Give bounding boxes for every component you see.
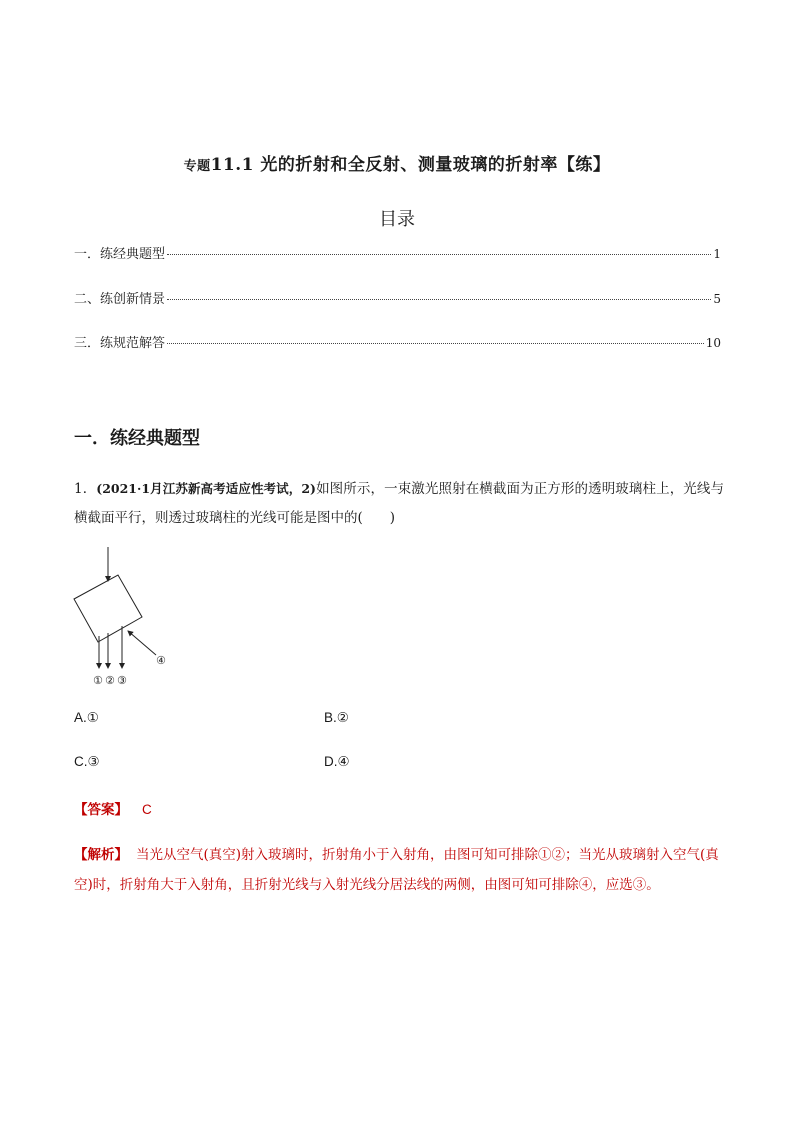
toc-dot-leader <box>167 343 704 344</box>
analysis-tag: 【解析】 <box>74 847 128 863</box>
option-a[interactable] <box>74 710 99 726</box>
toc-item-label: 一．练经典题型 <box>74 247 166 262</box>
option-value: ③ <box>87 754 100 769</box>
toc-item[interactable] <box>74 288 721 308</box>
option-label: C. <box>74 754 88 769</box>
toc-item-page: 5 <box>713 292 721 306</box>
question-text: 如图所示，一束激光照射在横截面为正方形的透明玻璃柱上，光线与横截面平行，则透过玻璃柱的光线可能是图中的( ) <box>74 481 725 526</box>
figure-label-2: ② <box>105 674 115 687</box>
glass-prism-figure <box>66 545 186 690</box>
figure-label-1: ① <box>93 674 103 687</box>
option-label: A. <box>74 710 87 725</box>
option-d[interactable] <box>324 754 350 770</box>
question-number: 1． <box>74 481 97 497</box>
toc-item[interactable] <box>74 243 721 263</box>
ray-4 <box>128 631 156 655</box>
page-title <box>0 150 794 175</box>
toc-item-page: 10 <box>705 336 721 350</box>
answer-tag: 【答案】 <box>74 802 128 818</box>
question-source: (2021·1月江苏新高考适应性考试，2) <box>96 481 316 496</box>
analysis-block <box>74 840 724 900</box>
option-value: ② <box>336 710 349 725</box>
option-label: B. <box>324 710 337 725</box>
glass-square <box>74 575 142 642</box>
option-label: D. <box>324 754 338 769</box>
toc-item[interactable] <box>74 332 721 352</box>
question-stem <box>74 474 724 533</box>
answer-value: C <box>142 802 152 817</box>
toc-dot-leader <box>167 299 711 300</box>
title-prefix: 专题 <box>183 159 211 174</box>
toc-item-page: 1 <box>713 247 721 261</box>
analysis-text: 当光从空气(真空)射入玻璃时，折射角小于入射角，由图可知可排除①②；当光从玻璃射入空气(真空)时，折射角大于入射角，且折射光线与入射光线分居法线的两侧，由图可知可排除④，应选③。 <box>74 847 719 893</box>
option-c[interactable] <box>74 754 100 770</box>
toc-item-label: 二、练创新情景 <box>74 292 166 307</box>
option-value: ④ <box>337 754 350 769</box>
figure-label-3: ③ <box>117 674 127 687</box>
title-main: 11.1 光的折射和全反射、测量玻璃的折射率【练】 <box>210 155 611 175</box>
option-value: ① <box>86 710 99 725</box>
toc-dot-leader <box>167 254 711 255</box>
toc-heading: 目录 <box>379 209 415 230</box>
toc-item-label: 三．练规范解答 <box>74 336 166 351</box>
figure-label-4: ④ <box>156 654 166 667</box>
option-b[interactable] <box>324 710 349 726</box>
answer-block <box>74 798 152 818</box>
section-heading: 一．练经典题型 <box>74 428 200 449</box>
